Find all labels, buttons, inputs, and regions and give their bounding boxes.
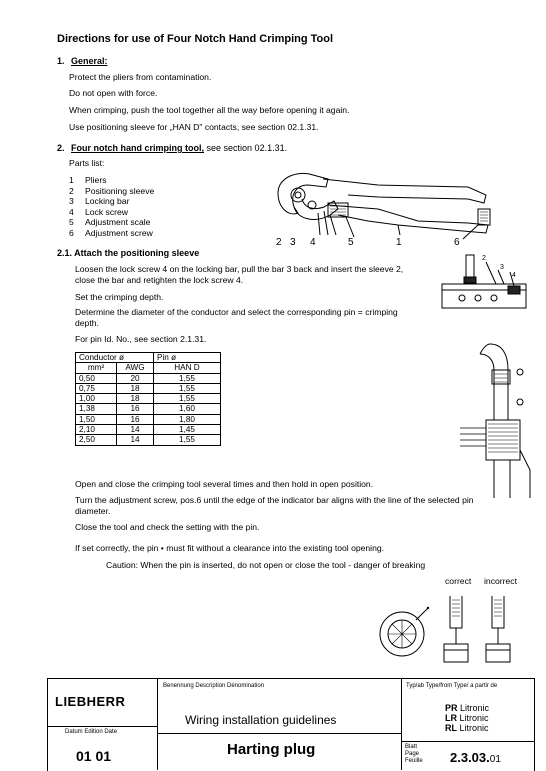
section-1-number: 1. xyxy=(57,56,65,66)
section-1-title: General: xyxy=(71,56,108,66)
document-main-title: Harting plug xyxy=(227,741,316,758)
section-2-reference: see section 02.1.31. xyxy=(204,143,288,153)
paragraph: For pin Id. No., see section 2.1.31. xyxy=(75,334,207,344)
paragraph: depth. xyxy=(75,318,99,328)
table-header-conductor: Conductor ø xyxy=(76,353,154,363)
type-item-pr: PR Litronic xyxy=(445,703,490,713)
list-item: 1 Pliers xyxy=(69,175,107,185)
paragraph: Turn the adjustment screw, pos.6 until the edge of the indicator bar aligns with the line of the selected pin xyxy=(75,495,474,505)
tool-callout-3: 3 xyxy=(290,237,296,248)
paragraph: Close the tool and check the setting with the pin. xyxy=(75,522,260,532)
section-2-number: 2. xyxy=(57,143,65,153)
type-list xyxy=(445,703,489,733)
section-2-heading xyxy=(57,143,287,153)
paragraph: diameter. xyxy=(75,506,111,516)
section-1-heading xyxy=(57,56,108,66)
datum-label: Datum Edition Date xyxy=(65,729,118,735)
table-row: 2,10 14 1,45 xyxy=(76,425,221,435)
benennung-label: Benennung Description Dénomination xyxy=(163,683,265,689)
table-header-pin: Pin ø xyxy=(154,353,221,363)
table-row: 2,50 14 1,55 xyxy=(76,435,221,445)
positioning-sleeve-drawing xyxy=(438,250,533,315)
list-item: 4 Lock screw xyxy=(69,206,128,217)
section-1-line: Protect the pliers from contamination. xyxy=(69,72,212,82)
section-2-1-heading: 2.1. Attach the positioning sleeve xyxy=(57,248,200,258)
edition-date: 01 01 xyxy=(76,748,112,764)
section-1-line: Use positioning sleeve for „HAN D" contacts, see section 02.1.31. xyxy=(69,122,319,132)
table-header-awg: AWG xyxy=(117,363,154,373)
correct-label: correct xyxy=(445,576,472,586)
incorrect-label: incorrect xyxy=(484,576,517,586)
paragraph: Loosen the lock screw 4 on the locking bar, pull the bar 3 back and insert the sleeve 2, xyxy=(75,264,404,274)
liebherr-logo: LIEBHERR xyxy=(55,694,126,709)
blatt-label: Blatt Page Feuille xyxy=(405,744,423,764)
sleeve-callout-3: 3 xyxy=(500,264,504,271)
paragraph: Open and close the crimping tool several times and then hold in open position. xyxy=(75,479,374,489)
table-row: 0,50 20 1,55 xyxy=(76,373,221,383)
caution-note: Caution: When the pin is inserted, do not open or close the tool - danger of breaking xyxy=(106,560,426,570)
parts-list-label: Parts list: xyxy=(69,158,105,168)
tool-callout-6: 6 xyxy=(454,237,460,248)
list-item: 6 Adjustment screw xyxy=(69,227,153,238)
list-item: 3 Locking bar xyxy=(69,196,130,207)
tool-side-view-drawing xyxy=(450,340,535,500)
page-title: Directions for use of Four Notch Hand Crimping Tool xyxy=(57,33,334,45)
crimping-tool-drawing xyxy=(268,165,498,248)
paragraph: Determine the diameter of the conductor and select the corresponding pin = crimping xyxy=(75,307,398,317)
pin-check-drawing xyxy=(372,588,532,670)
tool-callout-5: 5 xyxy=(348,237,354,248)
type-item-rl: RL Litronic xyxy=(445,723,489,733)
tool-callout-4: 4 xyxy=(310,237,316,248)
section-1-line: Do not open with force. xyxy=(69,88,158,98)
table-row: 0,75 18 1,55 xyxy=(76,383,221,393)
paragraph: Set the crimping depth. xyxy=(75,292,164,302)
type-label: Typ/ab Type/from Type/ a partir de xyxy=(406,683,498,689)
table-row: 1,38 16 1,60 xyxy=(76,404,221,414)
table-header-hand: HAN D xyxy=(154,363,221,373)
section-1-line: When crimping, push the tool together all the way before opening it again. xyxy=(69,105,350,115)
table-header-mm: mm² xyxy=(76,363,117,373)
paragraph: close the bar and retighten the lock screw 4. xyxy=(75,275,244,285)
sleeve-callout-4: 4 xyxy=(512,272,516,279)
list-item: 2 Positioning sleeve xyxy=(69,185,155,196)
pin-table xyxy=(75,352,221,446)
paragraph: If set correctly, the pin • must fit without a clearance into the existing tool opening. xyxy=(75,543,385,553)
section-2-title: Four notch hand crimping tool, xyxy=(71,143,205,153)
table-row: 1,00 18 1,55 xyxy=(76,394,221,404)
table-row: 1,50 16 1,80 xyxy=(76,414,221,424)
tool-callout-1: 1 xyxy=(396,237,402,248)
tool-callout-2: 2 xyxy=(276,237,282,248)
page-number: 2.3.03.01 xyxy=(450,750,501,765)
sleeve-callout-2: 2 xyxy=(482,255,486,262)
type-item-lr: LR Litronic xyxy=(445,713,489,723)
parts-list xyxy=(69,175,154,239)
list-item: 5 Adjustment scale xyxy=(69,217,151,228)
document-subtitle: Wiring installation guidelines xyxy=(185,713,337,727)
